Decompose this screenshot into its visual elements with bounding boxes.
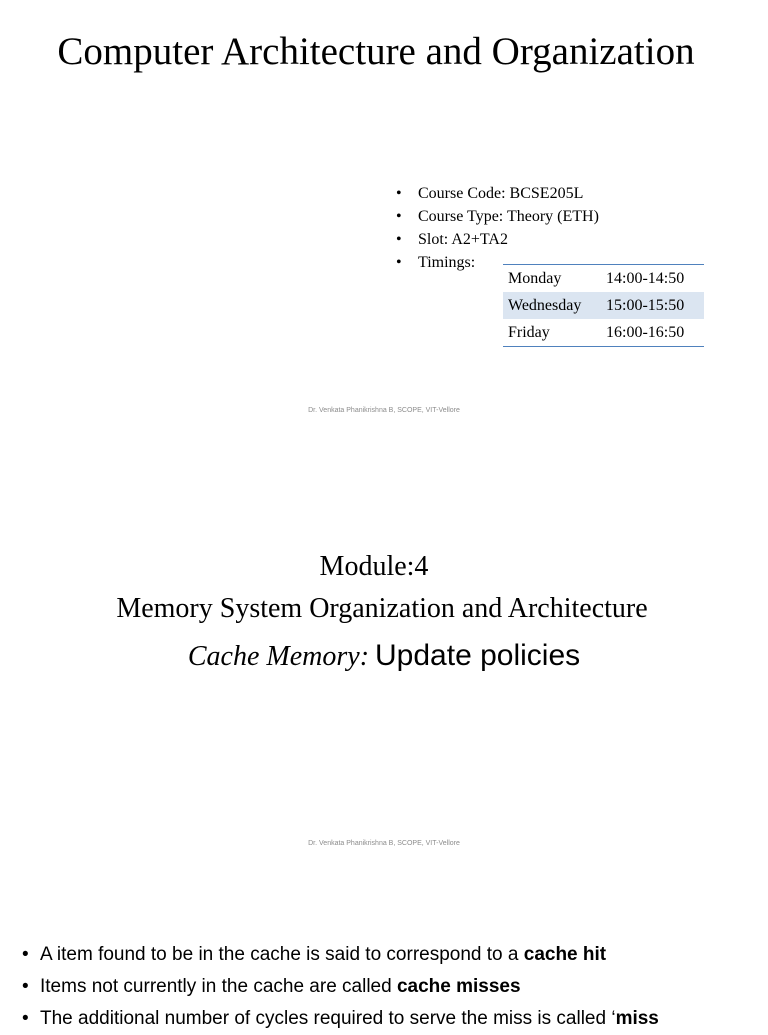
list-item — [22, 939, 762, 971]
course-type-item: • Course Type: Theory (ETH) — [396, 205, 599, 228]
topic-label: Cache Memory: — [187, 641, 370, 672]
module-topic — [0, 636, 768, 678]
timings-item: • Timings: — [396, 251, 599, 274]
bullet-text: Items not currently in the cache are called — [40, 976, 397, 997]
list-item — [22, 1003, 762, 1035]
bullet-text: A item found to be in the cache is said to correspond to a — [40, 944, 524, 965]
bullet-list — [22, 939, 762, 1035]
list-item — [22, 971, 762, 1003]
timings-table — [503, 264, 704, 347]
bullet-bold-term: cache misses — [396, 976, 521, 997]
module-subtitle: Memory System Organization and Architecture — [116, 593, 648, 624]
topic-name: Update policies — [375, 639, 581, 672]
slide-cache-terms — [0, 860, 768, 1029]
day-cell: Friday — [503, 319, 601, 347]
time-cell: 15:00-15:50 — [601, 292, 704, 319]
day-cell: Wednesday — [503, 292, 601, 319]
slide-footer: Dr. Venkata Phanikrishna B, SCOPE, VIT-Vellore — [308, 840, 460, 847]
time-cell: 14:00-14:50 — [601, 265, 704, 293]
course-info-list — [396, 182, 599, 274]
slot-item: • Slot: A2+TA2 — [396, 228, 599, 251]
slide-footer: Dr. Venkata Phanikrishna B, SCOPE, VIT-Vellore — [308, 407, 460, 414]
bullet-text: The additional number of cycles required to serve the miss is called ‘ — [40, 1008, 616, 1029]
table-row — [503, 265, 704, 293]
day-cell: Monday — [503, 265, 601, 293]
course-code-item: • Course Code: BCSE205L — [396, 182, 599, 205]
slide-course-info — [0, 0, 768, 430]
module-heading: Module:4 — [319, 551, 429, 582]
slide-title: Computer Architecture and Organization — [57, 30, 695, 73]
table-row — [503, 292, 704, 319]
table-row — [503, 319, 704, 347]
bullet-bold-term: miss — [615, 1008, 659, 1029]
bullet-bold-term: cache hit — [523, 944, 607, 965]
slide-module-title — [0, 430, 768, 860]
time-cell: 16:00-16:50 — [601, 319, 704, 347]
